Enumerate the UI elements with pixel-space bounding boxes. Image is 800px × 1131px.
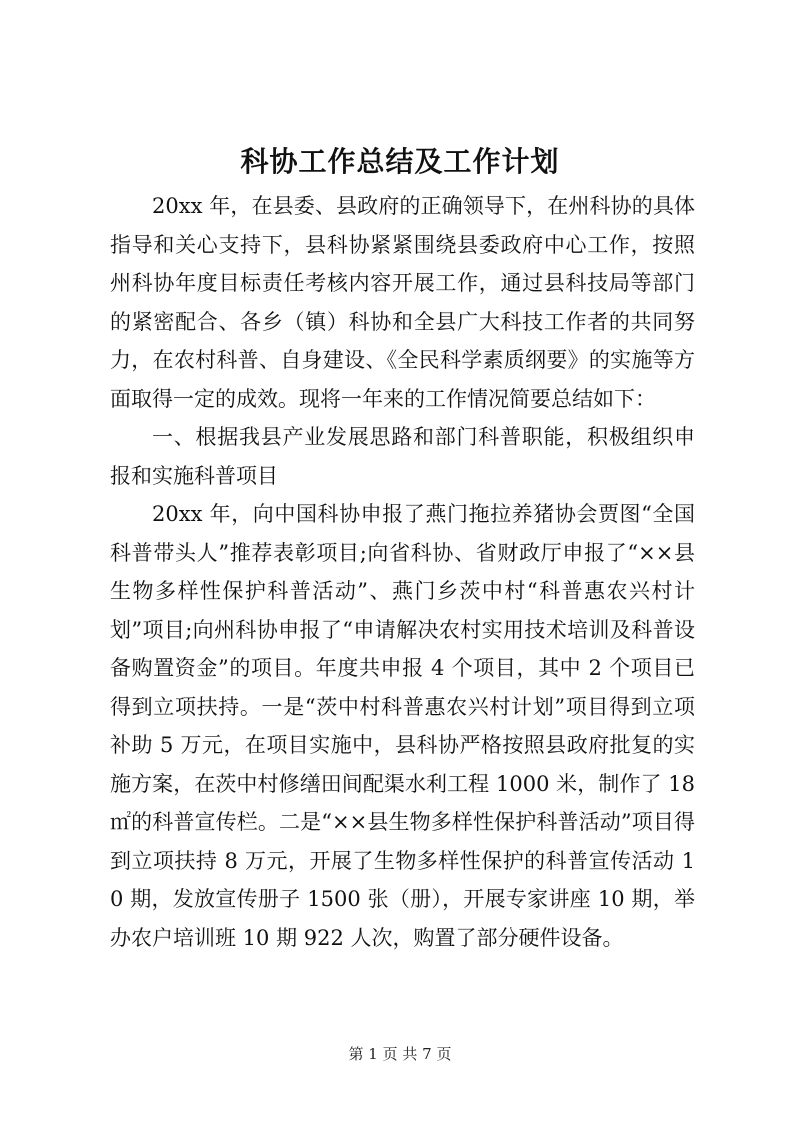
- document-title: 科协工作总结及工作计划: [240, 145, 560, 178]
- document-body: [110, 187, 695, 957]
- paragraph-projects: 20xx 年，向中国科协申报了燕门拖拉养猪协会贾图“全国科普带头人”推荐表彰项目;向省科协、省财政厅申报了“××县生物多样性保护科普活动”、燕门乡茨中村“科普惠农兴村计划”项目;向州科协申报了“申请解决农村实用技术培训及科普设备购置资金”的项目。年度共申报 4 个项目，其中 2 个项目已得到立项扶持。一是“茨中村科普惠农兴村计划”项目得到立项补助 5 万元，在项目实施中，县科协严格按照县政府批复的实施方案，在茨中村修缮田间配渠水利工程 1000 米，制作了 18㎡的科普宣传栏。二是“××县生物多样性保护科普活动”项目得到立项扶持 8 万元，开展了生物多样性保护的科普宣传活动 10 期，发放宣传册子 1500 张（册），开展专家讲座 10 期，举办农户培训班 10 期 922 人次，购置了部分硬件设备。: [110, 502, 695, 950]
- paragraph-intro: 20xx 年，在县委、县政府的正确领导下，在州科协的具体指导和关心支持下，县科协紧紧围绕县委政府中心工作，按照州科协年度目标责任考核内容开展工作，通过县科技局等部门的紧密配合、各乡（镇）科协和全县广大科技工作者的共同努力，在农村科普、自身建设、《全民科学素质纲要》的实施等方面取得一定的成效。现将一年来的工作情况简要总结如下：: [110, 194, 695, 411]
- page-number-footer: 第 1 页 共 7 页: [348, 1045, 452, 1063]
- paragraph-section-heading: 一、根据我县产业发展思路和部门科普职能，积极组织申报和实施科普项目: [110, 425, 695, 488]
